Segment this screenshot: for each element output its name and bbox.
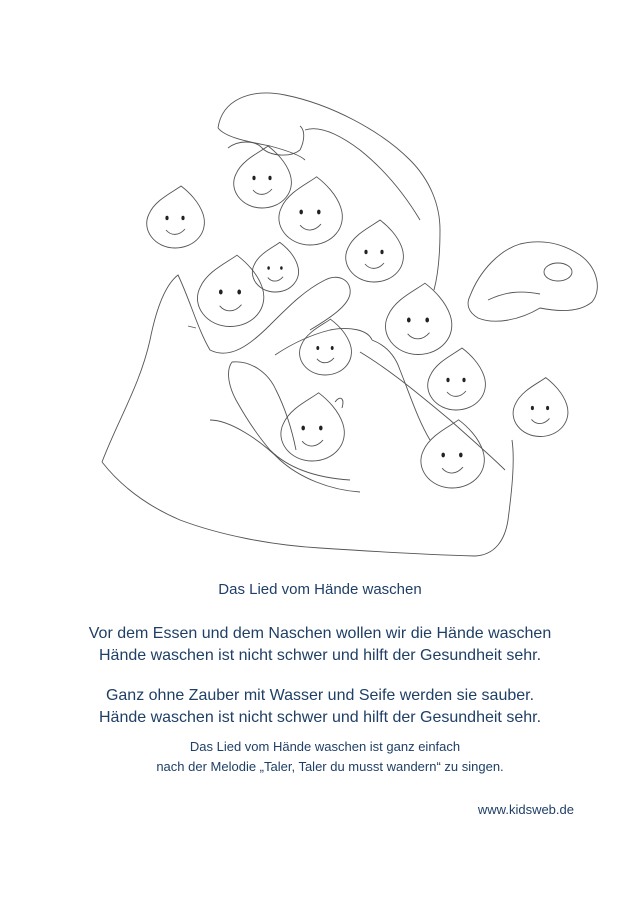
stanza-2-line-1: Ganz ohne Zauber mit Wasser und Seife werden sie sauber. xyxy=(105,687,535,704)
droplet-outline xyxy=(279,177,342,245)
droplet-outline xyxy=(428,348,486,410)
hands-icon xyxy=(102,275,513,556)
water-droplets xyxy=(147,146,568,488)
droplet-eye xyxy=(319,426,323,431)
water-drop-face-icon xyxy=(513,378,568,437)
droplet-eye xyxy=(299,210,303,215)
droplet-eye xyxy=(280,266,283,270)
droplet-outline xyxy=(147,186,205,248)
stanza-1-line-2: Hände waschen ist nicht schwer und hilft der Gesundheit sehr. xyxy=(98,647,542,664)
droplet-outline xyxy=(346,220,404,282)
droplet-smile xyxy=(253,189,272,194)
droplet-eye xyxy=(425,317,429,322)
water-drop-face-icon xyxy=(428,348,486,410)
droplet-smile xyxy=(220,305,242,311)
water-drop-face-icon xyxy=(147,186,205,248)
soap-icon xyxy=(468,242,597,321)
droplet-smile xyxy=(365,263,384,268)
droplet-smile xyxy=(166,229,185,234)
droplet-eye xyxy=(165,216,168,220)
droplet-eye xyxy=(546,406,549,410)
droplet-eye xyxy=(364,250,367,254)
droplet-eye xyxy=(407,317,411,322)
droplet-smile xyxy=(408,333,430,339)
droplet-eye xyxy=(531,406,534,410)
droplet-smile xyxy=(317,358,334,363)
song-title: Das Lied vom Hände waschen xyxy=(218,581,422,598)
water-drop-face-icon xyxy=(385,283,451,354)
faucet-icon xyxy=(218,93,440,290)
water-drop-face-icon xyxy=(252,242,298,292)
droplet-eye xyxy=(331,346,334,350)
droplet-outline xyxy=(421,420,484,488)
droplet-eye xyxy=(446,378,449,382)
droplet-smile xyxy=(302,440,323,446)
droplet-eye xyxy=(252,176,255,180)
droplet-smile xyxy=(300,224,321,230)
droplet-eye xyxy=(181,216,184,220)
water-drop-face-icon xyxy=(346,220,404,282)
droplet-smile xyxy=(268,277,283,281)
water-drop-face-icon xyxy=(279,177,342,245)
stanza-2-line-2: Hände waschen ist nicht schwer und hilft der Gesundheit sehr. xyxy=(98,709,542,726)
droplet-eye xyxy=(441,453,445,458)
droplet-eye xyxy=(380,250,383,254)
melody-note-line-1: Das Lied vom Hände waschen ist ganz einfach xyxy=(189,739,461,754)
melody-note-line-2: nach der Melodie „Taler, Taler du musst wandern“ zu singen. xyxy=(156,759,504,774)
droplet-eye xyxy=(316,346,319,350)
droplet-smile xyxy=(447,391,466,396)
droplet-eye xyxy=(268,176,271,180)
droplet-eye xyxy=(237,289,241,294)
droplet-smile xyxy=(442,467,463,473)
droplet-outline xyxy=(300,319,352,375)
droplet-eye xyxy=(317,210,321,215)
droplet-outline xyxy=(385,283,451,354)
website-link[interactable]: www.kidsweb.de xyxy=(477,802,574,817)
water-drop-face-icon xyxy=(421,420,484,488)
droplet-eye xyxy=(459,453,463,458)
droplet-outline xyxy=(252,242,298,292)
droplet-eye xyxy=(219,289,223,294)
droplet-eye xyxy=(301,426,305,431)
droplet-smile xyxy=(531,418,549,423)
droplet-eye xyxy=(462,378,465,382)
water-drop-face-icon xyxy=(300,319,352,375)
droplet-outline xyxy=(513,378,568,437)
stanza-1-line-1: Vor dem Essen und dem Naschen wollen wir die Hände waschen xyxy=(88,625,552,642)
droplet-eye xyxy=(267,266,270,270)
